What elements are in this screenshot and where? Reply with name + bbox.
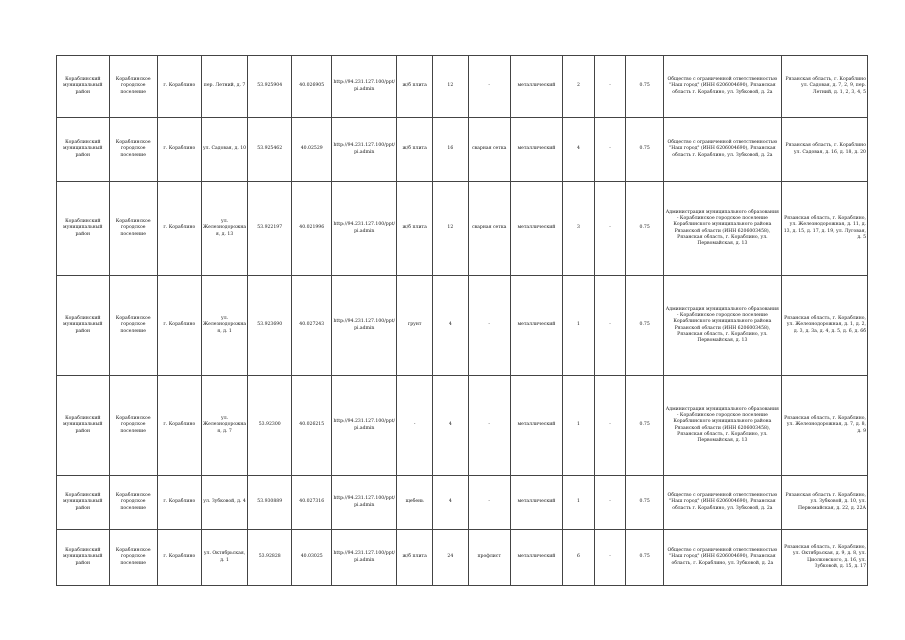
table-row bbox=[57, 530, 868, 586]
area-cell: 4 bbox=[433, 476, 469, 530]
district-cell: Кораблинский муниципальный район bbox=[57, 276, 110, 376]
waste-sources-cell: Рязанская область, г. Кораблино ул. Садовая, д. 16, д. 18, д. 20 bbox=[781, 118, 867, 182]
map-link-cell[interactable]: http://94.231.127.100/ppt/pi.admin bbox=[332, 56, 397, 118]
container-count-cell: 4 bbox=[563, 118, 595, 182]
container-volume-cell: 0.75 bbox=[626, 476, 664, 530]
street-cell: ул. Зубковой, д. 4 bbox=[201, 476, 247, 530]
area-cell: 4 bbox=[433, 276, 469, 376]
container-type-cell: металлический bbox=[510, 276, 563, 376]
locality-cell: г. Кораблино bbox=[157, 182, 201, 276]
owner-cell: Общество с ограниченной ответственностью "Наш город" (ИНН 6206004690), Рязанская область, г. Кораблино, ул. Зубковой, д. 2а bbox=[664, 530, 782, 586]
map-link-cell[interactable]: http://94.231.127.100/ppt/pi.admin bbox=[332, 276, 397, 376]
table-row bbox=[57, 118, 868, 182]
surface-cell: ж/б плита bbox=[397, 530, 433, 586]
longitude-cell: 40.02529 bbox=[292, 118, 332, 182]
surface-cell: ж/б плита bbox=[397, 118, 433, 182]
fence-cell: - bbox=[468, 276, 510, 376]
map-link-cell[interactable]: http://94.231.127.100/ppt/pi.admin bbox=[332, 118, 397, 182]
map-link-cell[interactable]: http://94.231.127.100/ppt/pi.admin bbox=[332, 530, 397, 586]
area-cell: 12 bbox=[433, 182, 469, 276]
container-type-cell: металлический bbox=[510, 530, 563, 586]
owner-cell: Администрация муниципального образования - Кораблинское городское поселение Кораблинского муниципального района Рязанской области (ИНН 6206003458), Рязанская область, г. Кораблино, ул. Первомайская, д. 13 bbox=[664, 276, 782, 376]
settlement-cell: Кораблинское городское поселение bbox=[109, 276, 157, 376]
longitude-cell: 40.03025 bbox=[292, 530, 332, 586]
latitude-cell: 53.930889 bbox=[248, 476, 292, 530]
container-type-cell: металлический bbox=[510, 56, 563, 118]
street-cell: пер. Летний, д. 7 bbox=[201, 56, 247, 118]
street-cell: ул. Железнодорожная, д. 13 bbox=[201, 182, 247, 276]
table-row bbox=[57, 182, 868, 276]
street-cell: ул. Железнодорожная, д. 7 bbox=[201, 376, 247, 476]
planned-count-cell: - bbox=[594, 276, 626, 376]
planned-count-cell: - bbox=[594, 376, 626, 476]
fence-cell: профлист bbox=[468, 530, 510, 586]
locality-cell: г. Кораблино bbox=[157, 276, 201, 376]
fence-cell: - bbox=[468, 56, 510, 118]
owner-cell: Общество с ограниченной ответственностью "Наш город" (ИНН 6206004690), Рязанская область г. Кораблино, ул. Зубковой, д. 2а bbox=[664, 56, 782, 118]
container-count-cell: 3 bbox=[563, 182, 595, 276]
waste-sources-cell: Рязанская область, г. Кораблино, ул. Железнодорожная, д. 11, д. 13, д. 15, д. 17, д. 19, ул. Луговая, д. 5 bbox=[781, 182, 867, 276]
latitude-cell: 53.925904 bbox=[248, 56, 292, 118]
street-cell: ул. Садовая, д. 10 bbox=[201, 118, 247, 182]
latitude-cell: 53.923690 bbox=[248, 276, 292, 376]
planned-count-cell: - bbox=[594, 118, 626, 182]
fence-cell: сварная сетка bbox=[468, 182, 510, 276]
planned-count-cell: - bbox=[594, 476, 626, 530]
locality-cell: г. Кораблино bbox=[157, 530, 201, 586]
latitude-cell: 53.922197 bbox=[248, 182, 292, 276]
container-volume-cell: 0.75 bbox=[626, 182, 664, 276]
longitude-cell: 40.027316 bbox=[292, 476, 332, 530]
settlement-cell: Кораблинское городское поселение bbox=[109, 376, 157, 476]
container-count-cell: 6 bbox=[563, 530, 595, 586]
locality-cell: г. Кораблино bbox=[157, 376, 201, 476]
container-type-cell: металлический bbox=[510, 182, 563, 276]
locality-cell: г. Кораблино bbox=[157, 56, 201, 118]
settlement-cell: Кораблинское городское поселение bbox=[109, 182, 157, 276]
area-cell: 4 bbox=[433, 376, 469, 476]
waste-sites-table bbox=[56, 55, 868, 586]
district-cell: Кораблинский муниципальный район bbox=[57, 182, 110, 276]
waste-sources-cell: Рязанская область, г. Кораблино, ул. Железнодорожная, д. 1, д. 2, д. 3, д. 3а, д. 4, д. 5, д. 6, д. 6б bbox=[781, 276, 867, 376]
container-volume-cell: 0.75 bbox=[626, 56, 664, 118]
settlement-cell: Кораблинское городское поселение bbox=[109, 476, 157, 530]
container-type-cell: металлический bbox=[510, 376, 563, 476]
owner-cell: Общество с ограниченной ответственностью "Наш город" (ИНН 6206004690), Рязанская область г. Кораблино, ул. Зубковой, д. 2а bbox=[664, 476, 782, 530]
surface-cell: щебень bbox=[397, 476, 433, 530]
owner-cell: Администрация муниципального образования - Кораблинское городское поселение Кораблинского муниципального района Рязанской области (ИНН 6206003458), Рязанская область, г. Кораблино, ул. Первомайская, д. 13 bbox=[664, 376, 782, 476]
district-cell: Кораблинский муниципальный район bbox=[57, 476, 110, 530]
locality-cell: г. Кораблино bbox=[157, 118, 201, 182]
area-cell: 16 bbox=[433, 118, 469, 182]
district-cell: Кораблинский муниципальный район bbox=[57, 530, 110, 586]
waste-sources-cell: Рязанская область, г. Кораблино ул. Садовая, д. 7, 2, 9, пер. Летний, д. 1, 2, 3, 4, 5 bbox=[781, 56, 867, 118]
planned-count-cell: - bbox=[594, 56, 626, 118]
map-link-cell[interactable]: http://94.231.127.100/ppt/pi.admin bbox=[332, 476, 397, 530]
surface-cell: - bbox=[397, 376, 433, 476]
settlement-cell: Кораблинское городское поселение bbox=[109, 56, 157, 118]
surface-cell: ж/б плита bbox=[397, 56, 433, 118]
surface-cell: ж/б плита bbox=[397, 182, 433, 276]
fence-cell: сварная сетка bbox=[468, 118, 510, 182]
map-link-cell[interactable]: http://94.231.127.100/ppt/pi.admin bbox=[332, 376, 397, 476]
container-count-cell: 1 bbox=[563, 476, 595, 530]
map-link-cell[interactable]: http://94.231.127.100/ppt/pi.admin bbox=[332, 182, 397, 276]
latitude-cell: 53.92828 bbox=[248, 530, 292, 586]
settlement-cell: Кораблинское городское поселение bbox=[109, 118, 157, 182]
district-cell: Кораблинский муниципальный район bbox=[57, 56, 110, 118]
area-cell: 24 bbox=[433, 530, 469, 586]
street-cell: ул. Октябрьская, д. 1 bbox=[201, 530, 247, 586]
latitude-cell: 53.92300 bbox=[248, 376, 292, 476]
container-volume-cell: 0.75 bbox=[626, 530, 664, 586]
container-count-cell: 1 bbox=[563, 276, 595, 376]
longitude-cell: 40.021996 bbox=[292, 182, 332, 276]
container-volume-cell: 0.75 bbox=[626, 118, 664, 182]
container-volume-cell: 0.75 bbox=[626, 276, 664, 376]
container-volume-cell: 0.75 bbox=[626, 376, 664, 476]
surface-cell: грунт bbox=[397, 276, 433, 376]
fence-cell: - bbox=[468, 376, 510, 476]
locality-cell: г. Кораблино bbox=[157, 476, 201, 530]
district-cell: Кораблинский муниципальный район bbox=[57, 376, 110, 476]
container-count-cell: 1 bbox=[563, 376, 595, 476]
street-cell: ул. Железнодорожная, д. 1 bbox=[201, 276, 247, 376]
container-type-cell: металлический bbox=[510, 476, 563, 530]
table-row bbox=[57, 376, 868, 476]
longitude-cell: 40.027243 bbox=[292, 276, 332, 376]
planned-count-cell: - bbox=[594, 530, 626, 586]
longitude-cell: 40.026215 bbox=[292, 376, 332, 476]
area-cell: 12 bbox=[433, 56, 469, 118]
container-type-cell: металлический bbox=[510, 118, 563, 182]
container-count-cell: 2 bbox=[563, 56, 595, 118]
planned-count-cell: - bbox=[594, 182, 626, 276]
owner-cell: Общество с ограниченной ответственностью "Наш город" (ИНН 6206004690), Рязанская область г. Кораблино, ул. Зубковой, д. 2а bbox=[664, 118, 782, 182]
fence-cell: - bbox=[468, 476, 510, 530]
settlement-cell: Кораблинское городское поселение bbox=[109, 530, 157, 586]
owner-cell: Администрация муниципального образования - Кораблинское городское поселение Кораблинского муниципального района Рязанской области (ИНН 6206003458), Рязанская область, г. Кораблино, ул. Первомайская, д. 13 bbox=[664, 182, 782, 276]
district-cell: Кораблинский муниципальный район bbox=[57, 118, 110, 182]
waste-sources-cell: Рязанская область, г. Кораблино, ул. Октябрьская, д. 9, д. 8, ул. Циолковского, д. 16, ул. Зубковой, д. 15, д. 17 bbox=[781, 530, 867, 586]
table-row bbox=[57, 56, 868, 118]
longitude-cell: 40.026905 bbox=[292, 56, 332, 118]
waste-sources-cell: Рязанская область г. Кораблино, ул. Зубковой, д. 10, ул. Первомайская, д. 22, д. 22А bbox=[781, 476, 867, 530]
waste-sources-cell: Рязанская область, г. Кораблино, ул. Железнодорожная, д. 7, д. 8, д. 9 bbox=[781, 376, 867, 476]
table-row bbox=[57, 276, 868, 376]
table-row bbox=[57, 476, 868, 530]
latitude-cell: 53.925462 bbox=[248, 118, 292, 182]
